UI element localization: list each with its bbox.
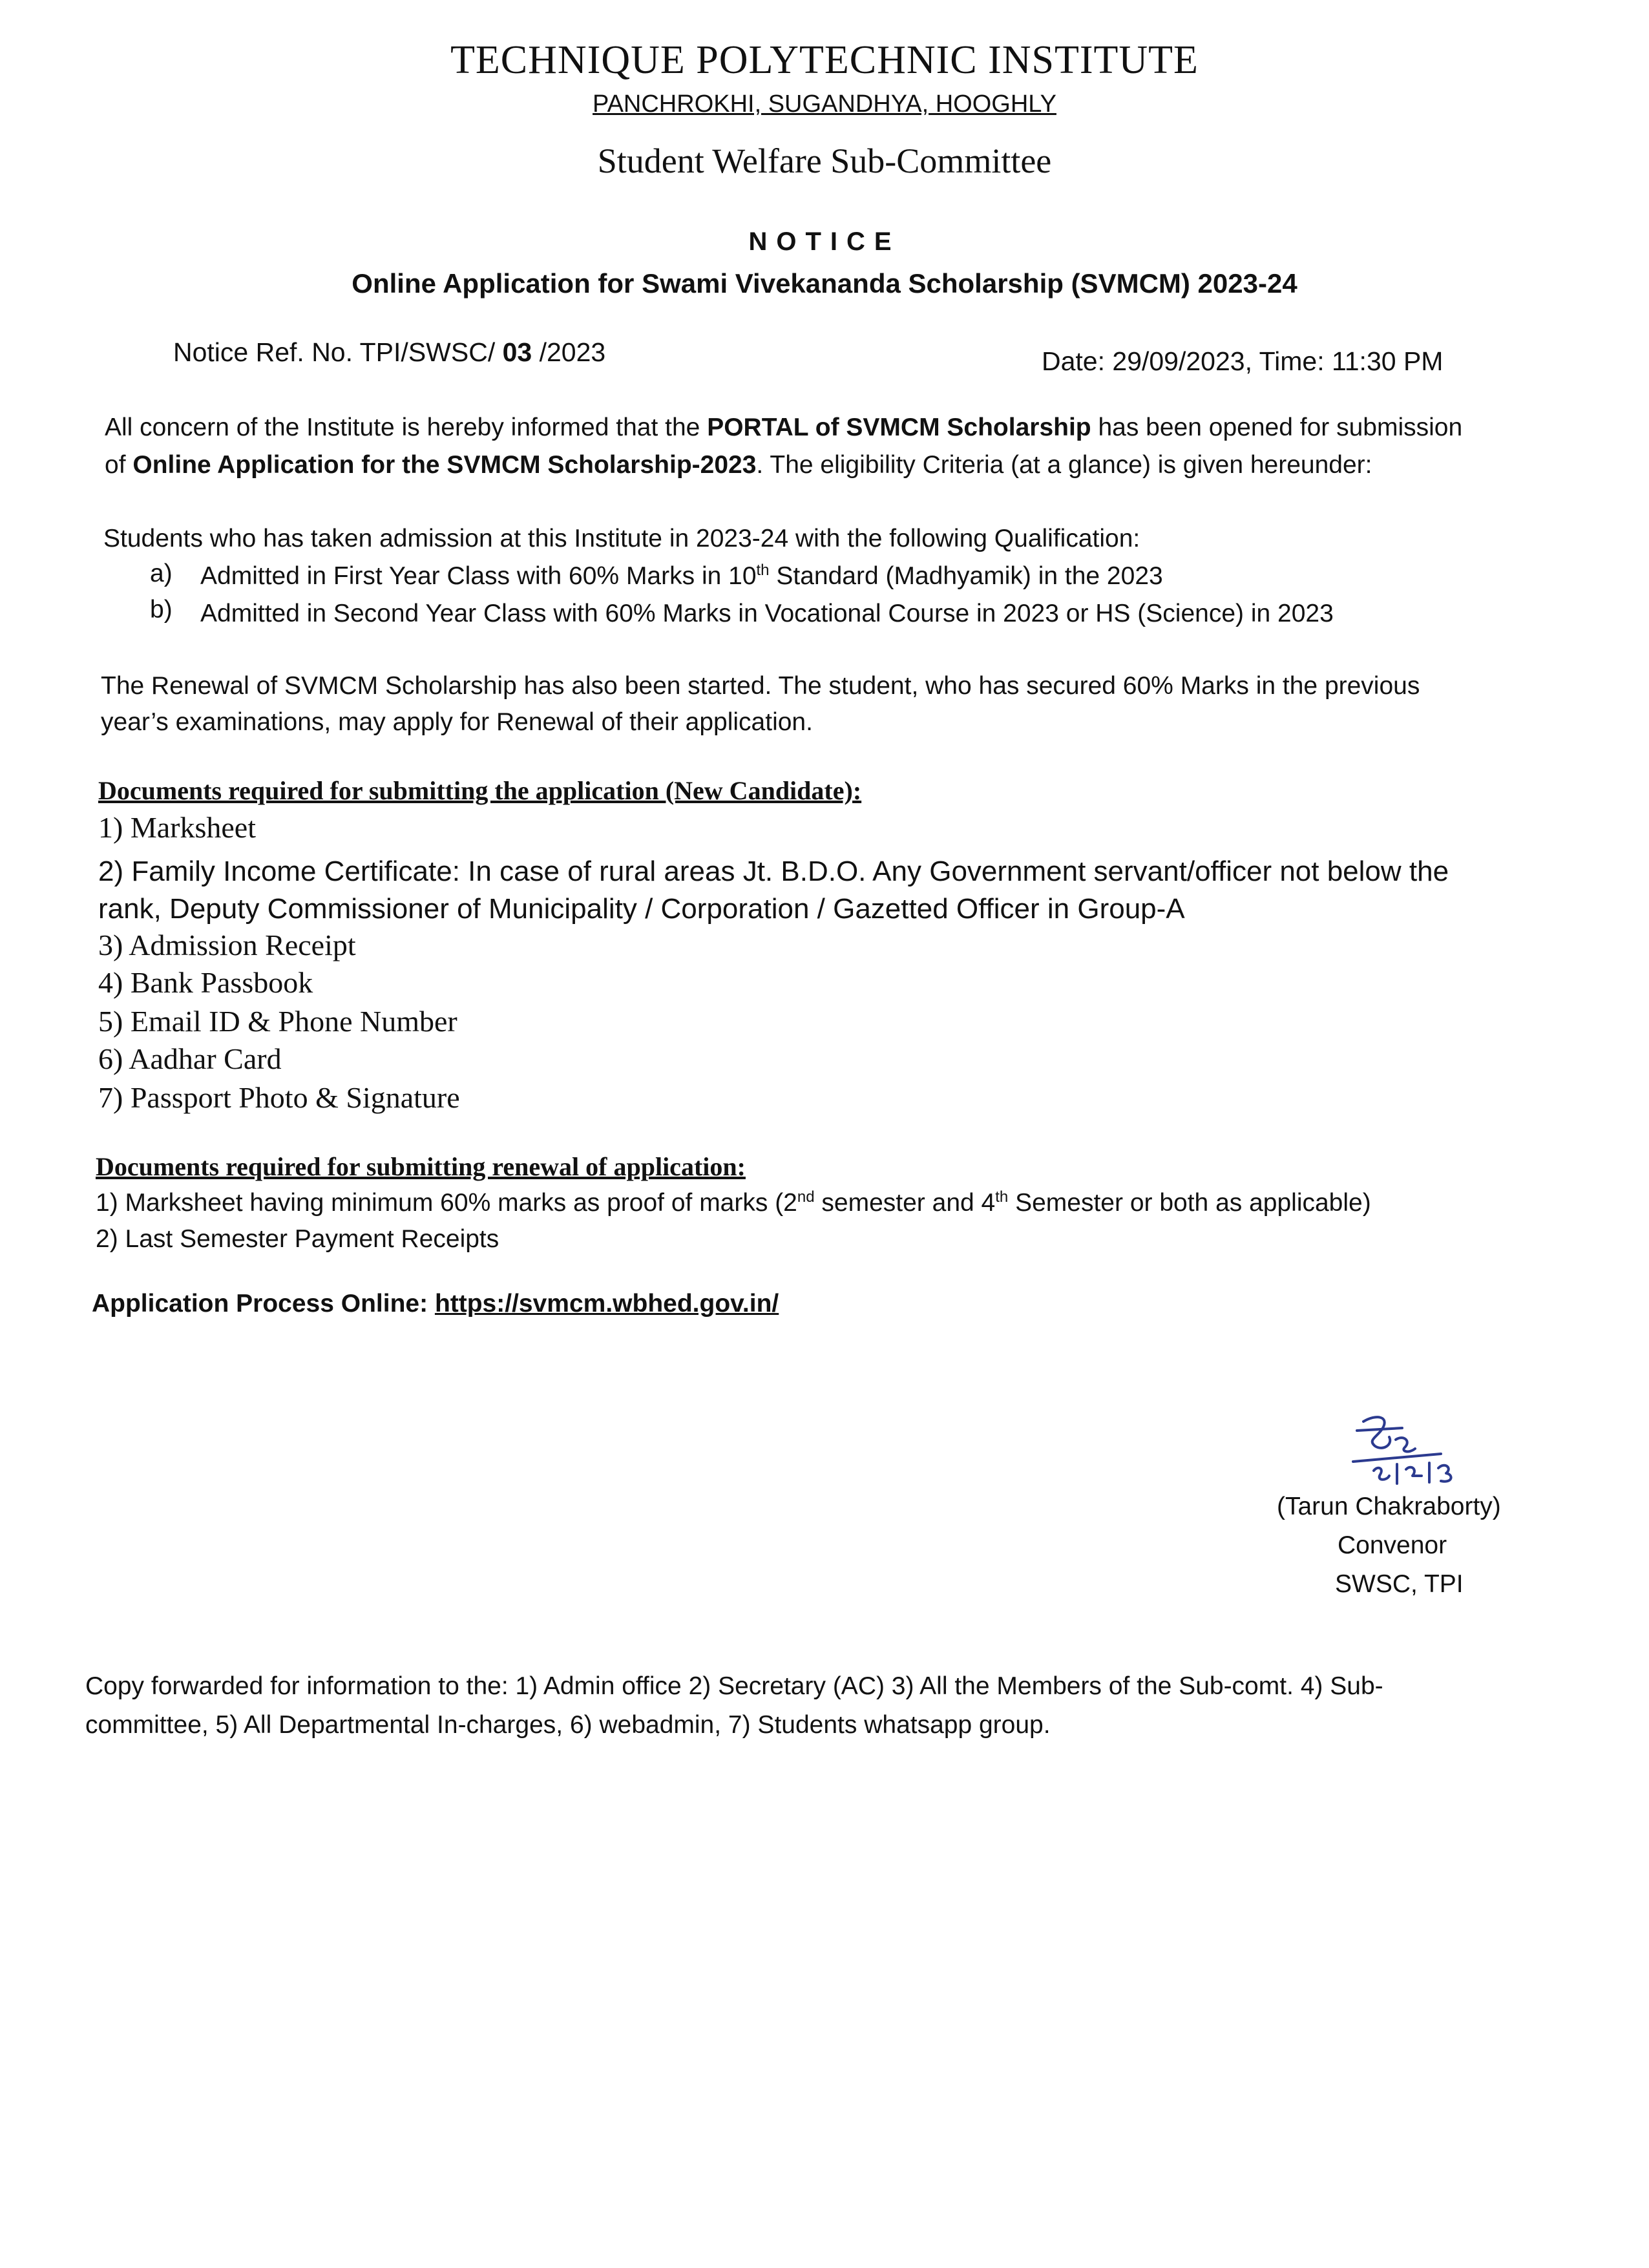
institute-name: TECHNIQUE POLYTECHNIC INSTITUTE [450,38,1199,82]
institute-address: PANCHROKHI, SUGANDHYA, HOOGHLY [593,90,1056,118]
docs-new-item-2-line-2: rank, Deputy Commissioner of Municipality / Corporation / Gazetted Officer in Group-A [98,893,1185,925]
renewal-line-1: The Renewal of SVMCM Scholarship has also been started. The student, who has secured 60% Marks in the previous [101,672,1420,700]
docs-renewal-heading: Documents required for submitting renewal of application: [96,1152,746,1181]
notice-date: Date: 29/09/2023, Time: 11:30 PM [1042,346,1444,376]
docs-new-item-3: 3) Admission Receipt [98,929,356,961]
docs-new-item-2-line-1: 2) Family Income Certificate: In case of rural areas Jt. B.D.O. Any Government servant/officer not below the [98,856,1449,887]
docs-new-item-1: 1) Marksheet [98,811,256,844]
committee-name: Student Welfare Sub-Committee [597,142,1052,180]
eligibility-lead: Students who has taken admission at this Institute in 2023-24 with the following Qualification: [103,525,1140,552]
eligibility-a-part: Standard (Madhyamik) in the 2023 [769,562,1163,590]
eligibility-b-marker: b) [150,596,173,624]
eligibility-a-marker: a) [150,560,173,587]
intro-text: of [105,451,133,479]
intro-text: . The eligibility Criteria (at a glance) is given hereunder: [756,451,1372,479]
docs-new-heading: Documents required for submitting the application (New Candidate): [98,776,862,805]
eligibility-a-sup: th [756,562,770,579]
signatory-name: (Tarun Chakraborty) [1277,1493,1501,1520]
copy-forwarded-line-1: Copy forwarded for information to the: 1) Admin office 2) Secretary (AC) 3) All the Members of the Sub-comt. 4) Sub- [85,1672,1383,1700]
reference-prefix: Notice Ref. No. TPI/SWSC/ [173,337,503,367]
signatory-role: Convenor [1338,1531,1447,1559]
application-process [92,1290,779,1318]
docs-new-item-6: 6) Aadhar Card [98,1042,282,1075]
intro-line-1 [105,414,1462,442]
docs-new-item-4: 4) Bank Passbook [98,966,313,999]
notice-title: NOTICE [748,227,901,256]
eligibility-b-text: Admitted in Second Year Class with 60% Marks in Vocational Course in 2023 or HS (Science) in 2023 [200,600,1334,627]
docs-new-item-5: 5) Email ID & Phone Number [98,1005,457,1038]
notice-subject: Online Application for Swami Vivekananda Scholarship (SVMCM) 2023-24 [352,268,1297,299]
docs-new-item-7: 7) Passport Photo & Signature [98,1081,460,1114]
renewal-line-2: year’s examinations, may apply for Renewal of their application. [101,708,813,736]
handwritten-signature [1344,1409,1499,1493]
intro-line-2 [105,451,1372,479]
eligibility-a-text [200,562,1163,591]
intro-text: All concern of the Institute is hereby informed that the [105,414,708,441]
reference-suffix: /2023 [532,337,606,367]
docs-renewal-item-2: 2) Last Semester Payment Receipts [96,1225,499,1253]
intro-text: has been opened for submission [1091,414,1463,441]
application-label: Application Process Online: [92,1290,435,1318]
signatory-org: SWSC, TPI [1335,1570,1464,1598]
eligibility-a-part: Admitted in First Year Class with 60% Marks in 10 [200,562,757,590]
renewal-item-sup: th [995,1188,1009,1206]
docs-renewal-item-1 [96,1189,1371,1217]
copy-forwarded-line-2: committee, 5) All Departmental In-charges, 6) webadmin, 7) Students whatsapp group. [85,1711,1051,1739]
intro-bold-portal: PORTAL of SVMCM Scholarship [707,414,1091,441]
notice-reference [173,337,605,368]
intro-bold-application: Online Application for the SVMCM Scholarship-2023 [132,451,757,479]
reference-number: 03 [502,337,532,367]
renewal-item-part: semester and 4 [814,1189,996,1217]
renewal-item-part: Semester or both as applicable) [1008,1189,1371,1217]
renewal-item-sup: nd [797,1188,815,1206]
application-link[interactable]: https://svmcm.wbhed.gov.in/ [434,1290,779,1318]
renewal-item-part: 1) Marksheet having minimum 60% marks as proof of marks (2 [96,1189,797,1217]
